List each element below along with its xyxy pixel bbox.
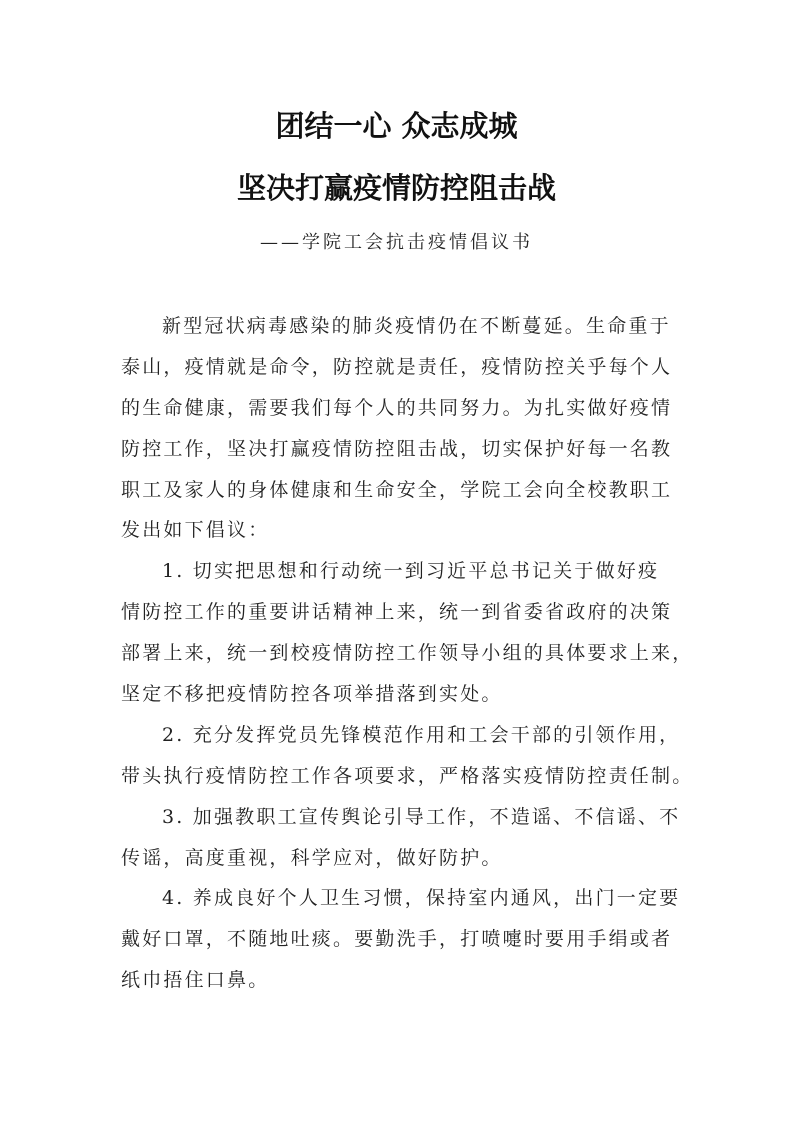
text-line: 情防控工作的重要讲话精神上来，统一到省委省政府的决策	[121, 601, 673, 624]
paragraph-intro	[121, 310, 681, 555]
text-line: 坚定不移把疫情防控各项举措落到实处。	[121, 683, 503, 706]
text-line: 职工及家人的身体健康和生命安全，学院工会向全校教职工	[121, 478, 673, 501]
text-line: 纸巾捂住口鼻。	[121, 969, 270, 992]
title-line-2: 坚决打赢疫情防控阻击战	[236, 171, 556, 205]
text-line: 的生命健康，需要我们每个人的共同努力。为扎实做好疫情	[121, 396, 673, 419]
text-line: 带头执行疫情防控工作各项要求，严格落实疫情防控责任制。	[121, 764, 694, 787]
paragraph-item-1	[121, 555, 694, 719]
text-line: 1. 切实把思想和行动统一到习近平总书记关于做好疫	[162, 560, 660, 583]
text-line: 泰山，疫情就是命令，防控就是责任，疫情防控关乎每个人	[121, 355, 673, 378]
subtitle: ——学院工会抗击疫情倡议书	[260, 232, 533, 253]
paragraph-item-3	[121, 801, 681, 883]
document-body	[121, 310, 694, 1005]
paragraph-item-2	[121, 719, 694, 801]
text-line: 发出如下倡议：	[121, 519, 270, 542]
text-line: 新型冠状病毒感染的肺炎疫情仍在不断蔓延。生命重于	[162, 315, 671, 337]
text-line: 戴好口罩，不随地吐痰。要勤洗手，打喷嚏时要用手绢或者	[121, 928, 673, 951]
text-line: 2. 充分发挥党员先锋模范作用和工会干部的引领作用，	[162, 723, 681, 746]
title-line-1: 团结一心 众志成城	[275, 109, 518, 143]
text-line: 3. 加强教职工宣传舆论引导工作，不造谣、不信谣、不	[162, 805, 681, 828]
text-line: 4. 养成良好个人卫生习惯，保持室内通风，出门一定要	[162, 887, 681, 910]
paragraph-item-4	[121, 882, 681, 1005]
text-line: 部署上来，统一到校疫情防控工作领导小组的具体要求上来，	[121, 642, 694, 665]
text-line: 传谣，高度重视，科学应对，做好防护。	[121, 846, 503, 869]
text-line: 防控工作，坚决打赢疫情防控阻击战，切实保护好每一名教	[121, 437, 673, 460]
